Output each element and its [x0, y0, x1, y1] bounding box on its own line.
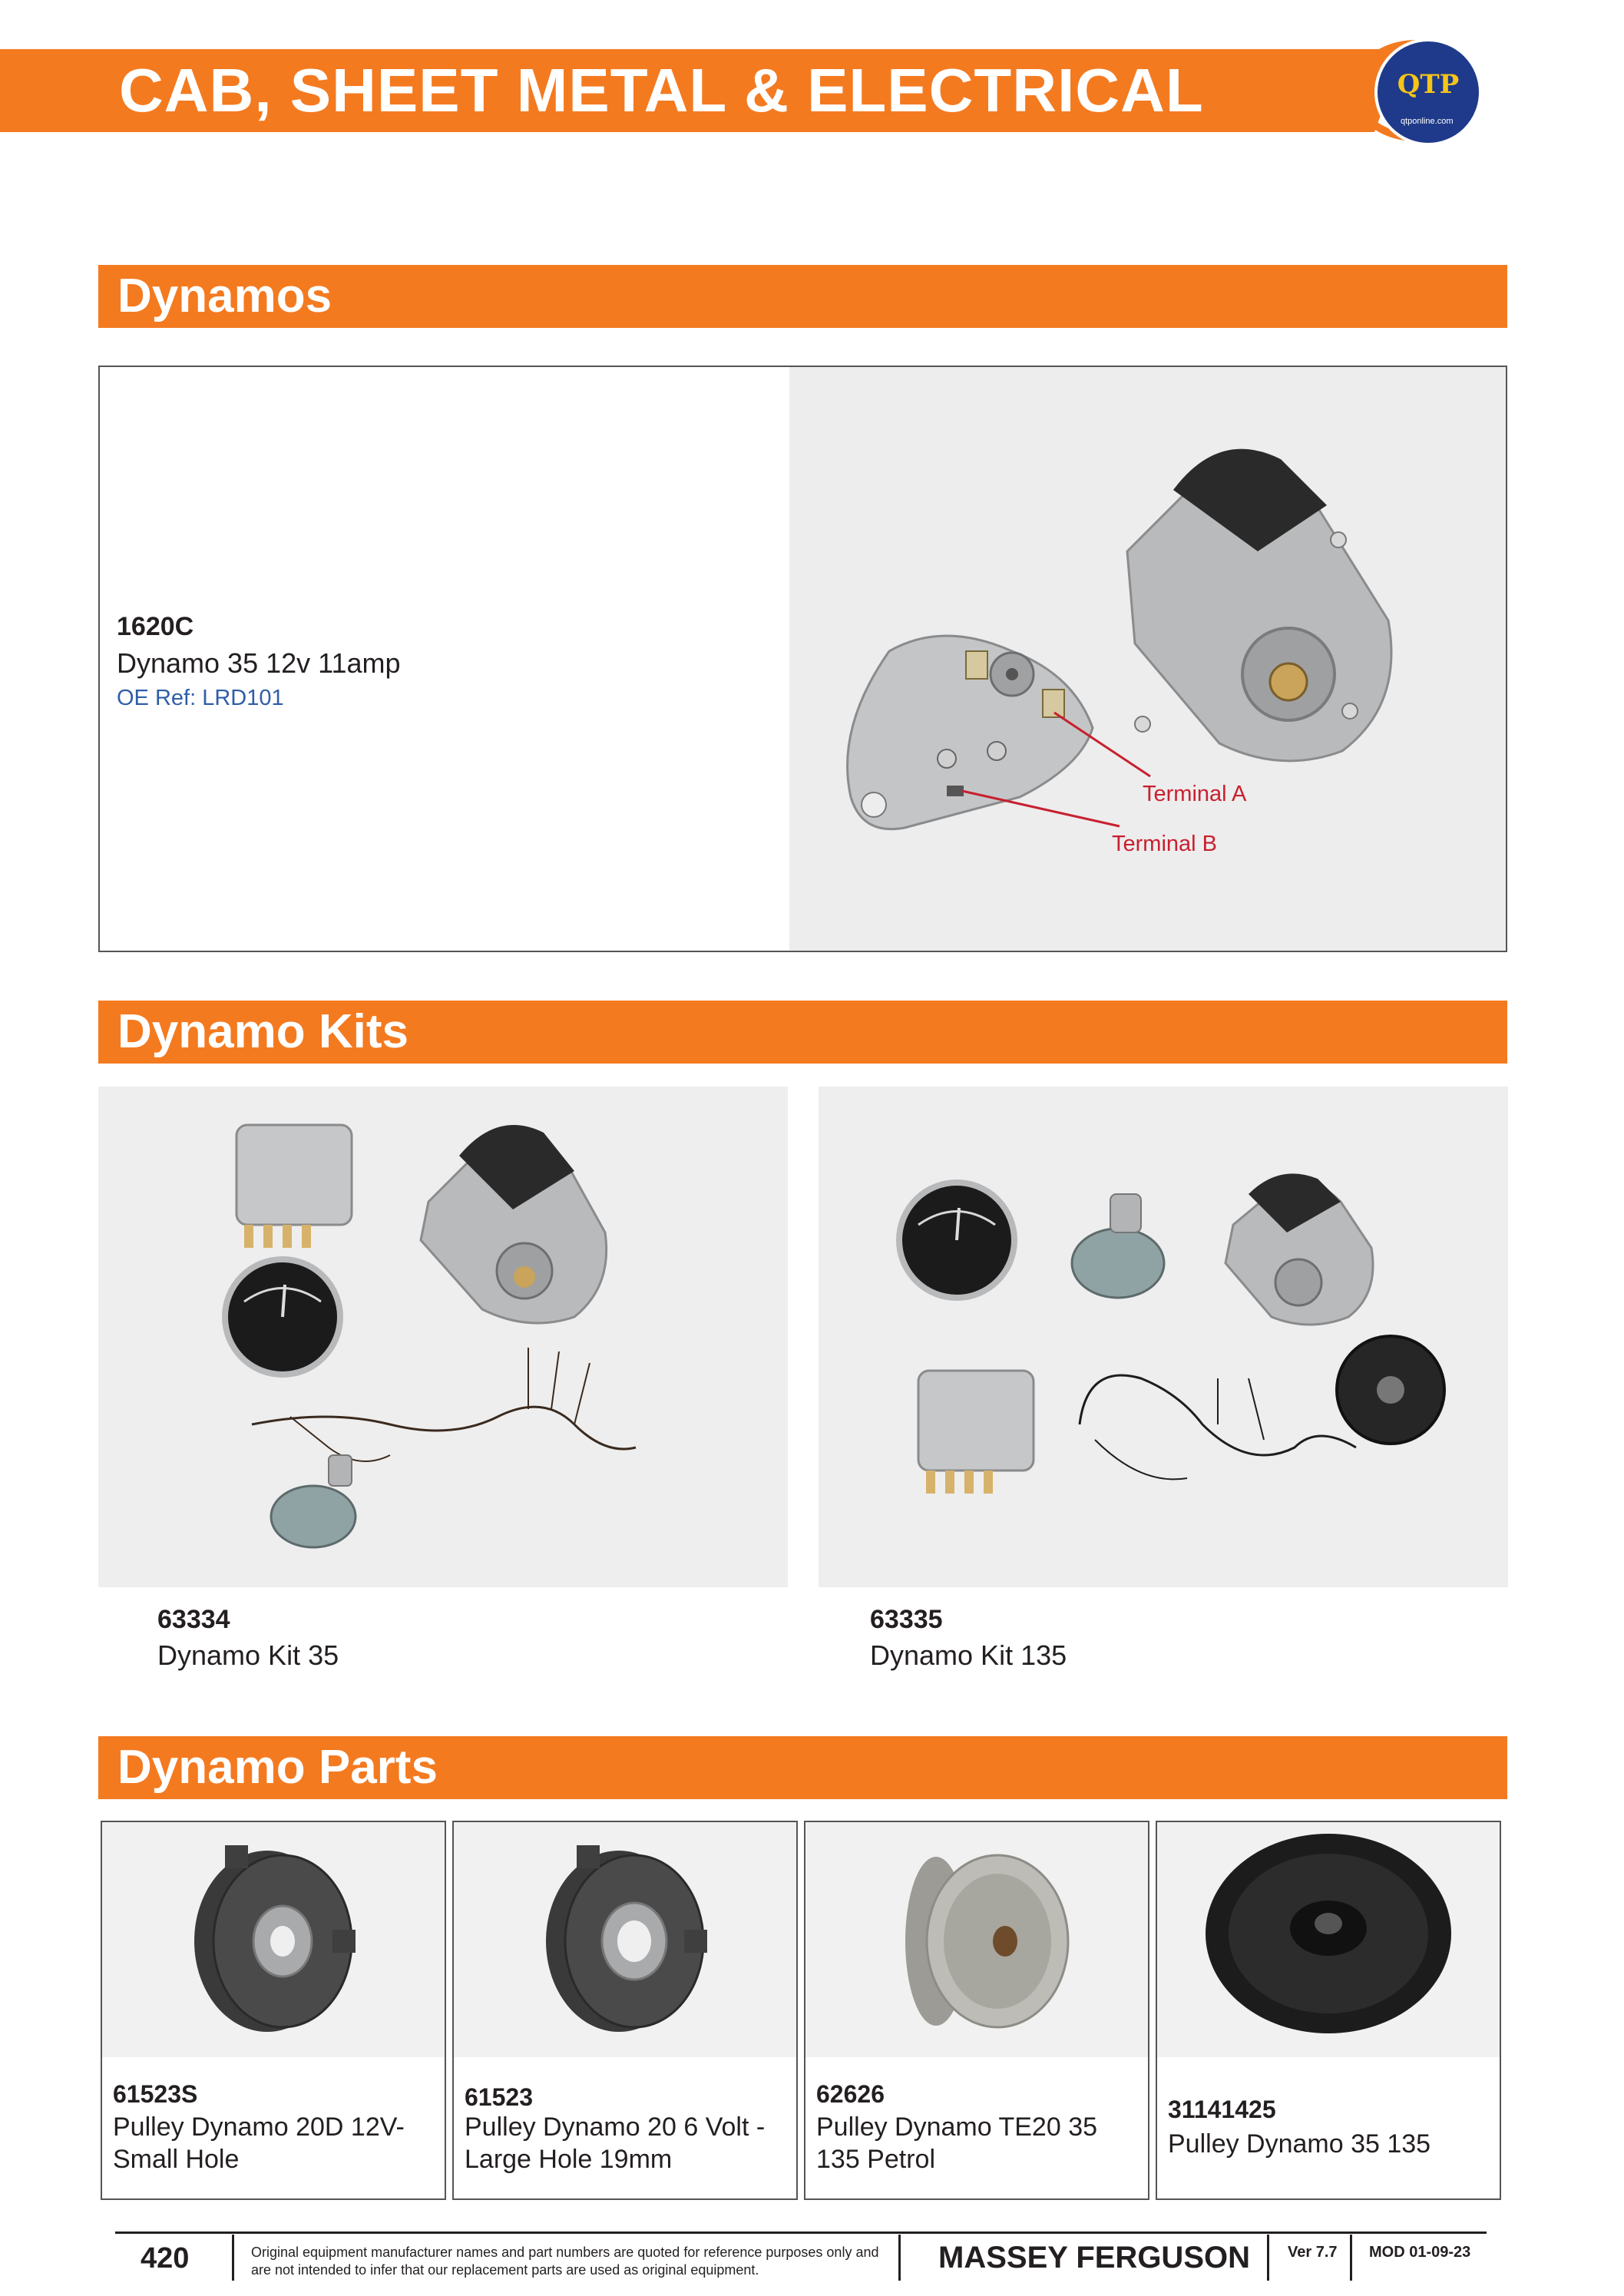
footer-mod-date: MOD 01-09-23 — [1369, 2244, 1471, 2261]
dynamo-part-number: 1620C — [117, 612, 194, 641]
part-photo-pulley-61523 — [454, 1822, 796, 2057]
section-header-dynamo-kits — [98, 1001, 1507, 1064]
dynamo-description: Dynamo 35 12v 11amp — [117, 647, 401, 679]
footer-divider — [1267, 2235, 1269, 2281]
dynamo-oe-ref: OE Ref: LRD101 — [117, 686, 284, 710]
part-photo-pulley-61523s — [102, 1822, 445, 2057]
part-card — [101, 1821, 446, 2200]
part-card — [452, 1821, 798, 2200]
part-card — [804, 1821, 1149, 2200]
part-number: 62626 — [816, 2080, 885, 2108]
part-number: 61523S — [113, 2080, 198, 2108]
kit-description-1: Dynamo Kit 35 — [157, 1639, 339, 1671]
part-description: Pulley Dynamo 35 135 — [1168, 2129, 1431, 2159]
part-description: Pulley Dynamo TE20 35 135 Petrol — [816, 2112, 1098, 2174]
section-title-dynamo-parts: Dynamo Parts — [117, 1741, 438, 1794]
part-card — [1156, 1821, 1501, 2200]
kit-photo-63334 — [98, 1087, 788, 1587]
footer-divider — [1350, 2235, 1352, 2281]
kit-part-number-2: 63335 — [870, 1605, 943, 1634]
section-title-dynamo-kits: Dynamo Kits — [117, 1005, 408, 1058]
logo-text: QTP — [1397, 69, 1460, 100]
kit-description-2: Dynamo Kit 135 — [870, 1639, 1067, 1671]
part-photo-pulley-62626 — [805, 1822, 1148, 2057]
footer-divider — [898, 2235, 901, 2281]
qtp-logo — [1374, 38, 1482, 146]
kit-part-number-1: 63334 — [157, 1605, 230, 1634]
page-number: 420 — [141, 2242, 190, 2274]
page-category-title: CAB, SHEET METAL & ELECTRICAL — [119, 56, 1204, 124]
terminal-a-label: Terminal A — [1143, 782, 1247, 806]
callout-line-b — [962, 791, 1120, 826]
logo-url: qtponline.com — [1401, 117, 1454, 126]
section-title-dynamos: Dynamos — [117, 270, 332, 323]
footer-rule — [115, 2231, 1487, 2234]
part-number: 61523 — [465, 2083, 533, 2111]
footer-disclaimer: Original equipment manufacturer names and part numbers are quoted for reference purposes only and are not intended to infer that our replacement parts are used as original equipment. — [251, 2245, 879, 2278]
footer-divider — [232, 2235, 234, 2281]
part-description: Pulley Dynamo 20 6 Volt - Large Hole 19mm — [465, 2112, 766, 2174]
section-header-dynamos — [98, 265, 1507, 328]
part-photo-pulley-31141425 — [1157, 1822, 1500, 2057]
section-header-dynamo-parts — [98, 1736, 1507, 1799]
footer-brand: MASSEY FERGUSON — [938, 2241, 1250, 2274]
part-number: 31141425 — [1168, 2096, 1276, 2123]
part-description: Pulley Dynamo 20D 12V-Small Hole — [113, 2112, 405, 2174]
terminal-b-label: Terminal B — [1112, 832, 1217, 856]
dynamo-photo — [789, 367, 1506, 951]
footer-version: Ver 7.7 — [1288, 2244, 1338, 2261]
kit-photo-63335 — [819, 1087, 1508, 1587]
